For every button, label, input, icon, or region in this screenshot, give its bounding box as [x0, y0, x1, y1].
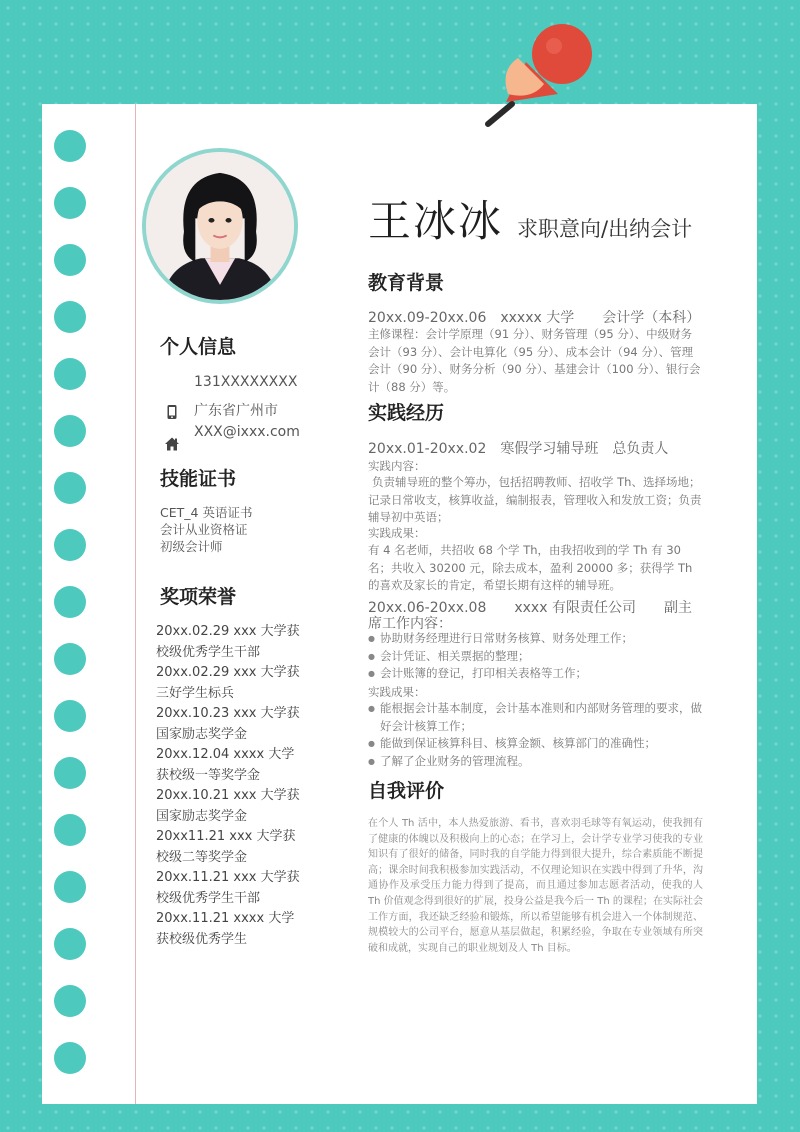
skills-list	[160, 504, 252, 555]
award-item: 20xx.10.21 xxx 大学获国家励志奖学金	[156, 788, 300, 824]
phone-number: 131XXXXXXXX	[194, 374, 298, 390]
award-item: 20xx11.21 xxx 大学获校级二等奖学金	[156, 829, 296, 865]
binder-hole	[54, 415, 86, 447]
margin-line	[135, 104, 136, 1104]
award-item: 20xx.11.21 xxx 大学获校级优秀学生干部	[156, 870, 300, 906]
resume-paper	[42, 104, 757, 1104]
binder-hole	[54, 187, 86, 219]
list-item: ● 会计账簿的登记，打印相关表格等工作；	[368, 665, 703, 683]
phone-icon	[164, 404, 180, 420]
portrait-image	[146, 152, 294, 300]
binder-hole	[54, 871, 86, 903]
self-evaluation-text: 在个人 Th 活中，本人热爱旅游、看书，喜欢羽毛球等有氧运动，使我拥有了健康的体魄以及积极向上的心态；在学习上，会计学专业学习使我的专业知识有了很好的储备，同时我的自学能力得到很大提升，综合素质能不断提高；课余时间我积极参加实践活动，不仅理论知识在实践中得到了升华，沟通协作及承受压力能力得到了提高，而且通过参加志愿者活动，使我的人 Th 价值观念得到很好的扩展，投身公益是我今后一 Th 的课程；在实际社会工作方面，我还缺乏经验和锻炼，所以希望能够有机会进入一个体制规范、规模较大的公司平台，愿意从基层做起，积累经验，争取在专业领域有所突破和成就，实现自己的职业规划及人 Th 目标。	[368, 818, 703, 954]
practice-1-header: 20xx.01-20xx.02 寒假学习辅导班 总负责人	[368, 441, 669, 457]
binder-hole	[54, 1042, 86, 1074]
practice-1-content: 负责辅导班的整个筹办，包括招聘教师、招收学 Th、选择场地；记录日常收支，核算收益，编制报表，管理收入和发放工资；负责辅导初中英语；	[368, 475, 702, 524]
address-text: 广东省广州市	[194, 403, 278, 419]
skill-item: 初级会计师	[160, 539, 223, 554]
practice-1-result-label: 实践成果：	[368, 526, 426, 540]
practice-2-result-label: 实践成果：	[368, 685, 426, 699]
home-icon	[164, 436, 180, 452]
personal-info-heading: 个人信息	[160, 336, 237, 358]
practice-heading: 实践经历	[368, 402, 445, 424]
skills-heading: 技能证书	[160, 468, 237, 490]
awards-list	[156, 622, 306, 950]
binder-hole	[54, 700, 86, 732]
practice-1-content-label: 实践内容：	[368, 459, 426, 473]
award-item: 20xx.12.04 xxxx 大学获校级一等奖学金	[156, 747, 295, 783]
education-header: 20xx.09-20xx.06 xxxxx 大学 会计学（本科）	[368, 310, 701, 326]
award-item: 20xx.02.29 xxx 大学获校级优秀学生干部	[156, 624, 300, 660]
binder-hole	[54, 472, 86, 504]
skill-item: 会计从业资格证	[160, 522, 248, 537]
email-text: XXX@ixxx.com	[194, 424, 300, 440]
binder-hole	[54, 757, 86, 789]
binder-hole	[54, 358, 86, 390]
award-item: 20xx.11.21 xxxx 大学获校级优秀学生	[156, 911, 295, 947]
binder-hole	[54, 814, 86, 846]
binder-hole	[54, 301, 86, 333]
practice-2-header: 20xx.06-20xx.08 xxxx 有限责任公司 副主席工作内容：	[368, 600, 692, 632]
award-item: 20xx.10.23 xxx 大学获国家励志奖学金	[156, 706, 300, 742]
binder-hole	[54, 130, 86, 162]
profile-photo	[142, 148, 298, 304]
job-intention: 求职意向/出纳会计	[517, 217, 693, 241]
awards-heading: 奖项荣誉	[160, 586, 237, 608]
name-header	[368, 188, 692, 248]
binder-hole	[54, 244, 86, 276]
binder-hole	[54, 643, 86, 675]
binder-hole	[54, 928, 86, 960]
list-item: ● 了解了企业财务的管理流程。	[368, 753, 703, 771]
list-item: ● 协助财务经理进行日常财务核算、财务处理工作；	[368, 630, 703, 648]
list-item: ● 会计凭证、相关票据的整理；	[368, 648, 703, 666]
pushpin-icon	[478, 20, 598, 132]
award-item: 20xx.02.29 xxx 大学获三好学生标兵	[156, 665, 300, 701]
practice-2-content-list	[368, 630, 703, 683]
self-evaluation-heading: 自我评价	[368, 780, 445, 802]
binder-hole	[54, 529, 86, 561]
practice-2-result-list	[368, 700, 703, 770]
practice-1-result: 有 4 名老师，共招收 68 个学 Th，由我招收到的学 Th 有 30 名；共收入 30200 元，除去成本，盈利 20000 多；获得学 Th 的喜欢及家长的肯定，希望长期有这样的辅导班。	[368, 543, 693, 592]
candidate-name: 王冰冰	[368, 197, 503, 247]
binder-hole	[54, 586, 86, 618]
binder-hole	[54, 985, 86, 1017]
education-heading: 教育背景	[368, 272, 445, 294]
list-item: ● 能做到保证核算科目、核算金额、核算部门的准确性；	[368, 735, 703, 753]
skill-item: CET_4 英语证书	[160, 505, 253, 520]
list-item: ● 能根据会计基本制度，会计基本准则和内部财务管理的要求，做好会计核算工作；	[368, 700, 703, 735]
education-courses: 主修课程：会计学原理（91 分）、财务管理（95 分）、中级财务会计（93 分）、会计电算化（95 分）、成本会计（94 分）、管理会计（90 分）、财务分析（90 分）、基建会计（100 分）、银行会计（88 分）等。	[368, 327, 701, 394]
